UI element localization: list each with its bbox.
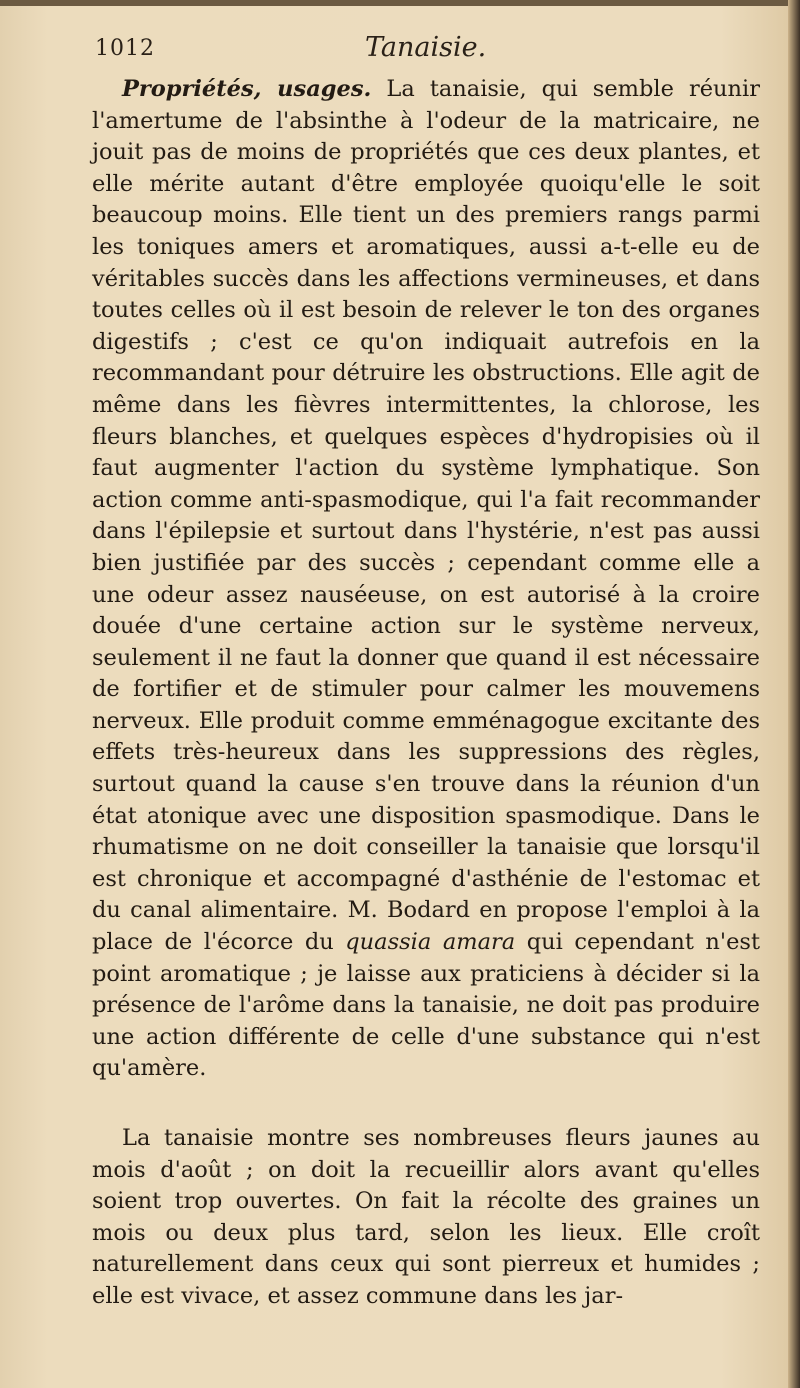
paragraph-properties-usages — [92, 74, 760, 1085]
paragraph-text-part-a: La tanaisie, qui semble réunir l'amertume de l'absinthe à l'odeur de la matricaire, ne jouit pas de moins de propriétés que ces deux plantes, et elle mérite autant d'être employée quoiqu'elle le soit beaucoup moins. Elle tient un des premiers rangs parmi les toniques amers et aromatiques, aussi a-t-elle eu de véritables succès dans les affections vermineuses, et dans toutes celles où il est besoin de relever le ton des organes digestifs ; c'est ce qu'on indiquait autrefois en la recommandant pour détruire les obstructions. Elle agit de même dans les fièvres intermittentes, la chlorose, les fleurs blanches, et quelques espèces d'hydropisies où il faut augmenter l'action du système lymphatique. Son action comme anti-spasmodique, qui l'a fait recommander dans l'épilepsie et surtout dans l'hystérie, n'est pas aussi bien justifiée par des succès ; cependant comme elle a une odeur assez nauséeuse, on est autorisé à la croire douée d'une certaine action sur le système nerveux, seulement il ne faut la donner que quand il est nécessaire de fortifier et de stimuler pour calmer les mouvemens nerveux. Elle produit comme emménagogue excitante des effets très-heureux dans les suppressions des règles, surtout quand la cause s'en trouve dans la réunion d'un état atonique avec une disposition spasmodique. Dans le rhumatisme on ne doit conseiller la tanaisie que lorsqu'il est chronique et accompagné d'asthénie de l'estomac et du canal alimentaire. M. Bodard en propose l'emploi à la place de l'écorce du — [92, 76, 760, 956]
page-header — [95, 30, 755, 70]
latin-plant-name: quassia amara — [345, 929, 516, 956]
section-title: Propriétés, usages. — [122, 76, 372, 102]
running-title: Tanaisie. — [365, 32, 487, 63]
page-number: 1012 — [95, 36, 155, 61]
paragraph-harvest: La tanaisie montre ses nombreuses fleurs jaunes au mois d'août ; on doit la recueillir alors avant qu'elles soient trop ouvertes. On fait la récolte des graines un mois ou deux plus tard, selon les lieux. Elle croît naturellement dans ceux qui sont pierreux et humides ; elle est vivace, et assez commune dans les jar- — [92, 1125, 760, 1309]
top-rule — [0, 0, 800, 6]
page-edge-shadow — [788, 0, 800, 1388]
body-text — [92, 74, 760, 1313]
paragraph-text-part-b: qui cependant n'est point aromatique ; je laisse aux praticiens à décider si la présence de l'arôme dans la tanaisie, ne doit pas produire une action différente de celle d'une substance qui n'est qu'amère. — [92, 929, 760, 1082]
